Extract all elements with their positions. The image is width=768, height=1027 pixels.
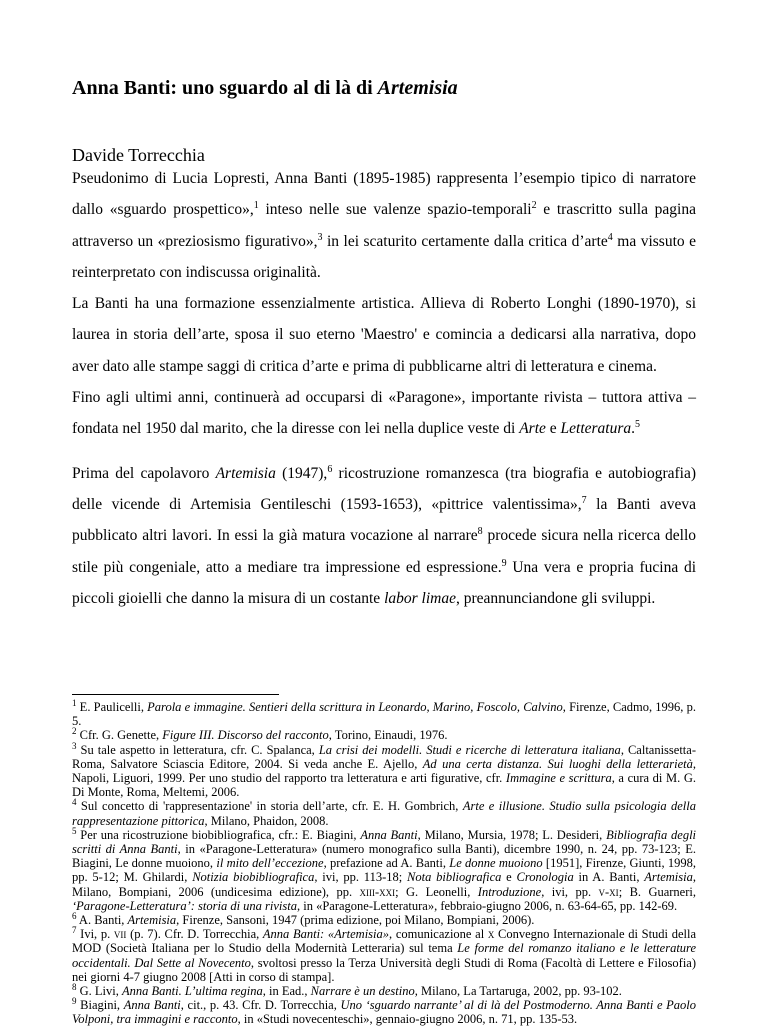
footnote-6: $^6$ A. Banti, Artemisia, Firenze, Sansoni, 1947 (prima edizione, poi Milano, Bompiani, 2006). (72, 910, 535, 928)
paragraph-3: Fino agli ultimi anni, continuerà ad occuparsi di «Paragone», importante rivista – tuttora attiva – fondata nel 1950 dal marito, che la diresse con lei nella duplice veste di Arte e Letteratura.$^5$ (72, 389, 696, 438)
title-text: Anna Banti: uno sguardo al di là di (72, 77, 378, 99)
footnote-7: $^7$ Ivi, p. vii (p. 7). Cfr. D. Torrecchia, Anna Banti: «Artemisia», comunicazione al x Convegno Internazionale di Studi della MOD (Società Italiana per lo Studio della Modernità Letteraria) sul tema Le forme del romanzo italiano e le letterature occidentali. Dal Sette al Novecento, svoltosi presso la Terza Università degli Studi di Roma (Facoltà di Lettere e Filosofia) nei giorni 4-7 giugno 2008 [Atti in corso di stampa]. (72, 925, 697, 984)
footnote-1: $^1$ E. Paulicelli, Parola e immagine. Sentieri della scrittura in Leonardo, Marino, Foscolo, Calvino, Firenze, Cadmo, 1996, p. 5. (72, 697, 696, 729)
footnote-3: $^3$ Su tale aspetto in letteratura, cfr. C. Spalanca, La crisi dei modelli. Studi e ricerche di letteratura italiana, Caltanissetta-Roma, Salvatore Sciascia Editore, 2004. Si veda anche E. Ajello, Ad una certa distanza. Sui luoghi della letterarietà, Napoli, Liguori, 1999. Per uno studio del rapporto tra letteratura e arti figurative, cfr. Immagine e scrittura, a cura di M. G. Di Monte, Roma, Meltemi, 2006. (72, 740, 696, 800)
footnote-separator (72, 694, 279, 695)
article-body (72, 163, 696, 614)
footnote-ref: 8 (477, 526, 483, 538)
footnote-ref: 2 (531, 200, 537, 212)
footnote-8: $^8$ G. Livi, Anna Banti. L’ultima regina, in Ead., Narrare è un destino, Milano, La Tartaruga, 2002, pp. 93-102. (72, 981, 622, 999)
article-title (72, 74, 696, 102)
footnote-9: $^9$ Biagini, Anna Banti, cit., p. 43. Cfr. D. Torrecchia, Uno ‘sguardo narrante’ al di là del Postmoderno. Anna Banti e Paolo Volponi, tra immagini e racconto, in «Studi novecenteschi», gennaio-giugno 2006, n. 71, pp. 135-53. (72, 996, 697, 1027)
paragraph-2: La Banti ha una formazione essenzialmente artistica. Allieva di Roberto Longhi (1890-1970), si laurea in storia dell’arte, sposa il suo eterno 'Maestro' e comincia a dedicarsi alla narrativa, dopo aver dato alle stampe saggi di critica d’arte e prima di pubblicarne altri di letteratura e cinema. (72, 295, 696, 375)
footnote-ref: 1 (253, 200, 259, 212)
footnotes (72, 697, 697, 1027)
footnote-ref: 5 (635, 419, 641, 431)
footnote-ref: 3 (317, 231, 323, 243)
paragraph-1: Pseudonimo di Lucia Lopresti, Anna Banti (1895-1985) rappresenta l’esempio tipico di narratore dallo «sguardo prospettico»,$^1$ inteso nelle sue valenze spazio-temporali$^2$ e trascritto sulla pagina attraverso un «preziosismo figurativo»,$^3$ in lei scaturito certamente dalla critica d’arte$^4$ ma vissuto e reinterpretato con indiscussa originalità. (72, 170, 696, 281)
author-name: Davide Torrecchia (72, 145, 205, 165)
footnote-2: $^2$ Cfr. G. Genette, Figure III. Discorso del racconto, Torino, Einaudi, 1976. (72, 726, 448, 743)
footnote-ref: 7 (581, 494, 587, 506)
footnote-ref: 6 (327, 463, 333, 475)
paragraph-4: Prima del capolavoro Artemisia (1947),$^6$ ricostruzione romanzesca (tra biografia e autobiografia) delle vicende di Artemisia Gentileschi (1593-1653), «pittrice valentissima»,$^7$ la Banti aveva pubblicato altri lavori. In essi la già matura vocazione al narrare$^8$ procede sicura nella ricerca dello stile più congeniale, atto a mediare tra impressione ed espressione.$^9$ Una vera e propria fucina di piccoli gioielli che danno la misura di un costante labor limae, preannunciandone gli sviluppi. (72, 463, 697, 607)
footnote-5: $^5$ Per una ricostruzione biobibliografica, cfr.: E. Biagini, Anna Banti, Milano, Mursia, 1978; L. Desideri, Bibliografia degli scritti di Anna Banti, in «Paragone-Letteratura» (numero monografico sulla Banti), dicembre 1990, n. 24, pp. 73-123; E. Biagini, Le donne muoiono, il mito dell’eccezione, prefazione ad A. Banti, Le donne muoiono [1951], Firenze, Giunti, 1998, pp. 5-12; M. Ghilardi, Notizia biobibliografica, ivi, pp. 113-18; Nota bibliografica e Cronologia in A. Banti, Artemisia, Milano, Bompiani, 2006 (undicesima edizione), pp. xiii-xxi; G. Leonelli, Introduzione, ivi, pp. v-xi; B. Guarneri, ‘Paragone-Letteratura’: storia di una rivista, in «Paragone-Letteratura», febbraio-giugno 2006, n. 63-64-65, pp. 142-69. (72, 825, 697, 913)
footnote-4: $^4$ Sul concetto di 'rappresentazione' in storia dell’arte, cfr. E. H. Gombrich, Arte e illusione. Studio sulla psicologia della rappresentazione pittorica, Milano, Phaidon, 2008. (72, 797, 696, 828)
footnote-ref: 4 (607, 231, 613, 243)
footnote-ref: 9 (501, 557, 507, 569)
title-italic: Artemisia (377, 77, 458, 99)
